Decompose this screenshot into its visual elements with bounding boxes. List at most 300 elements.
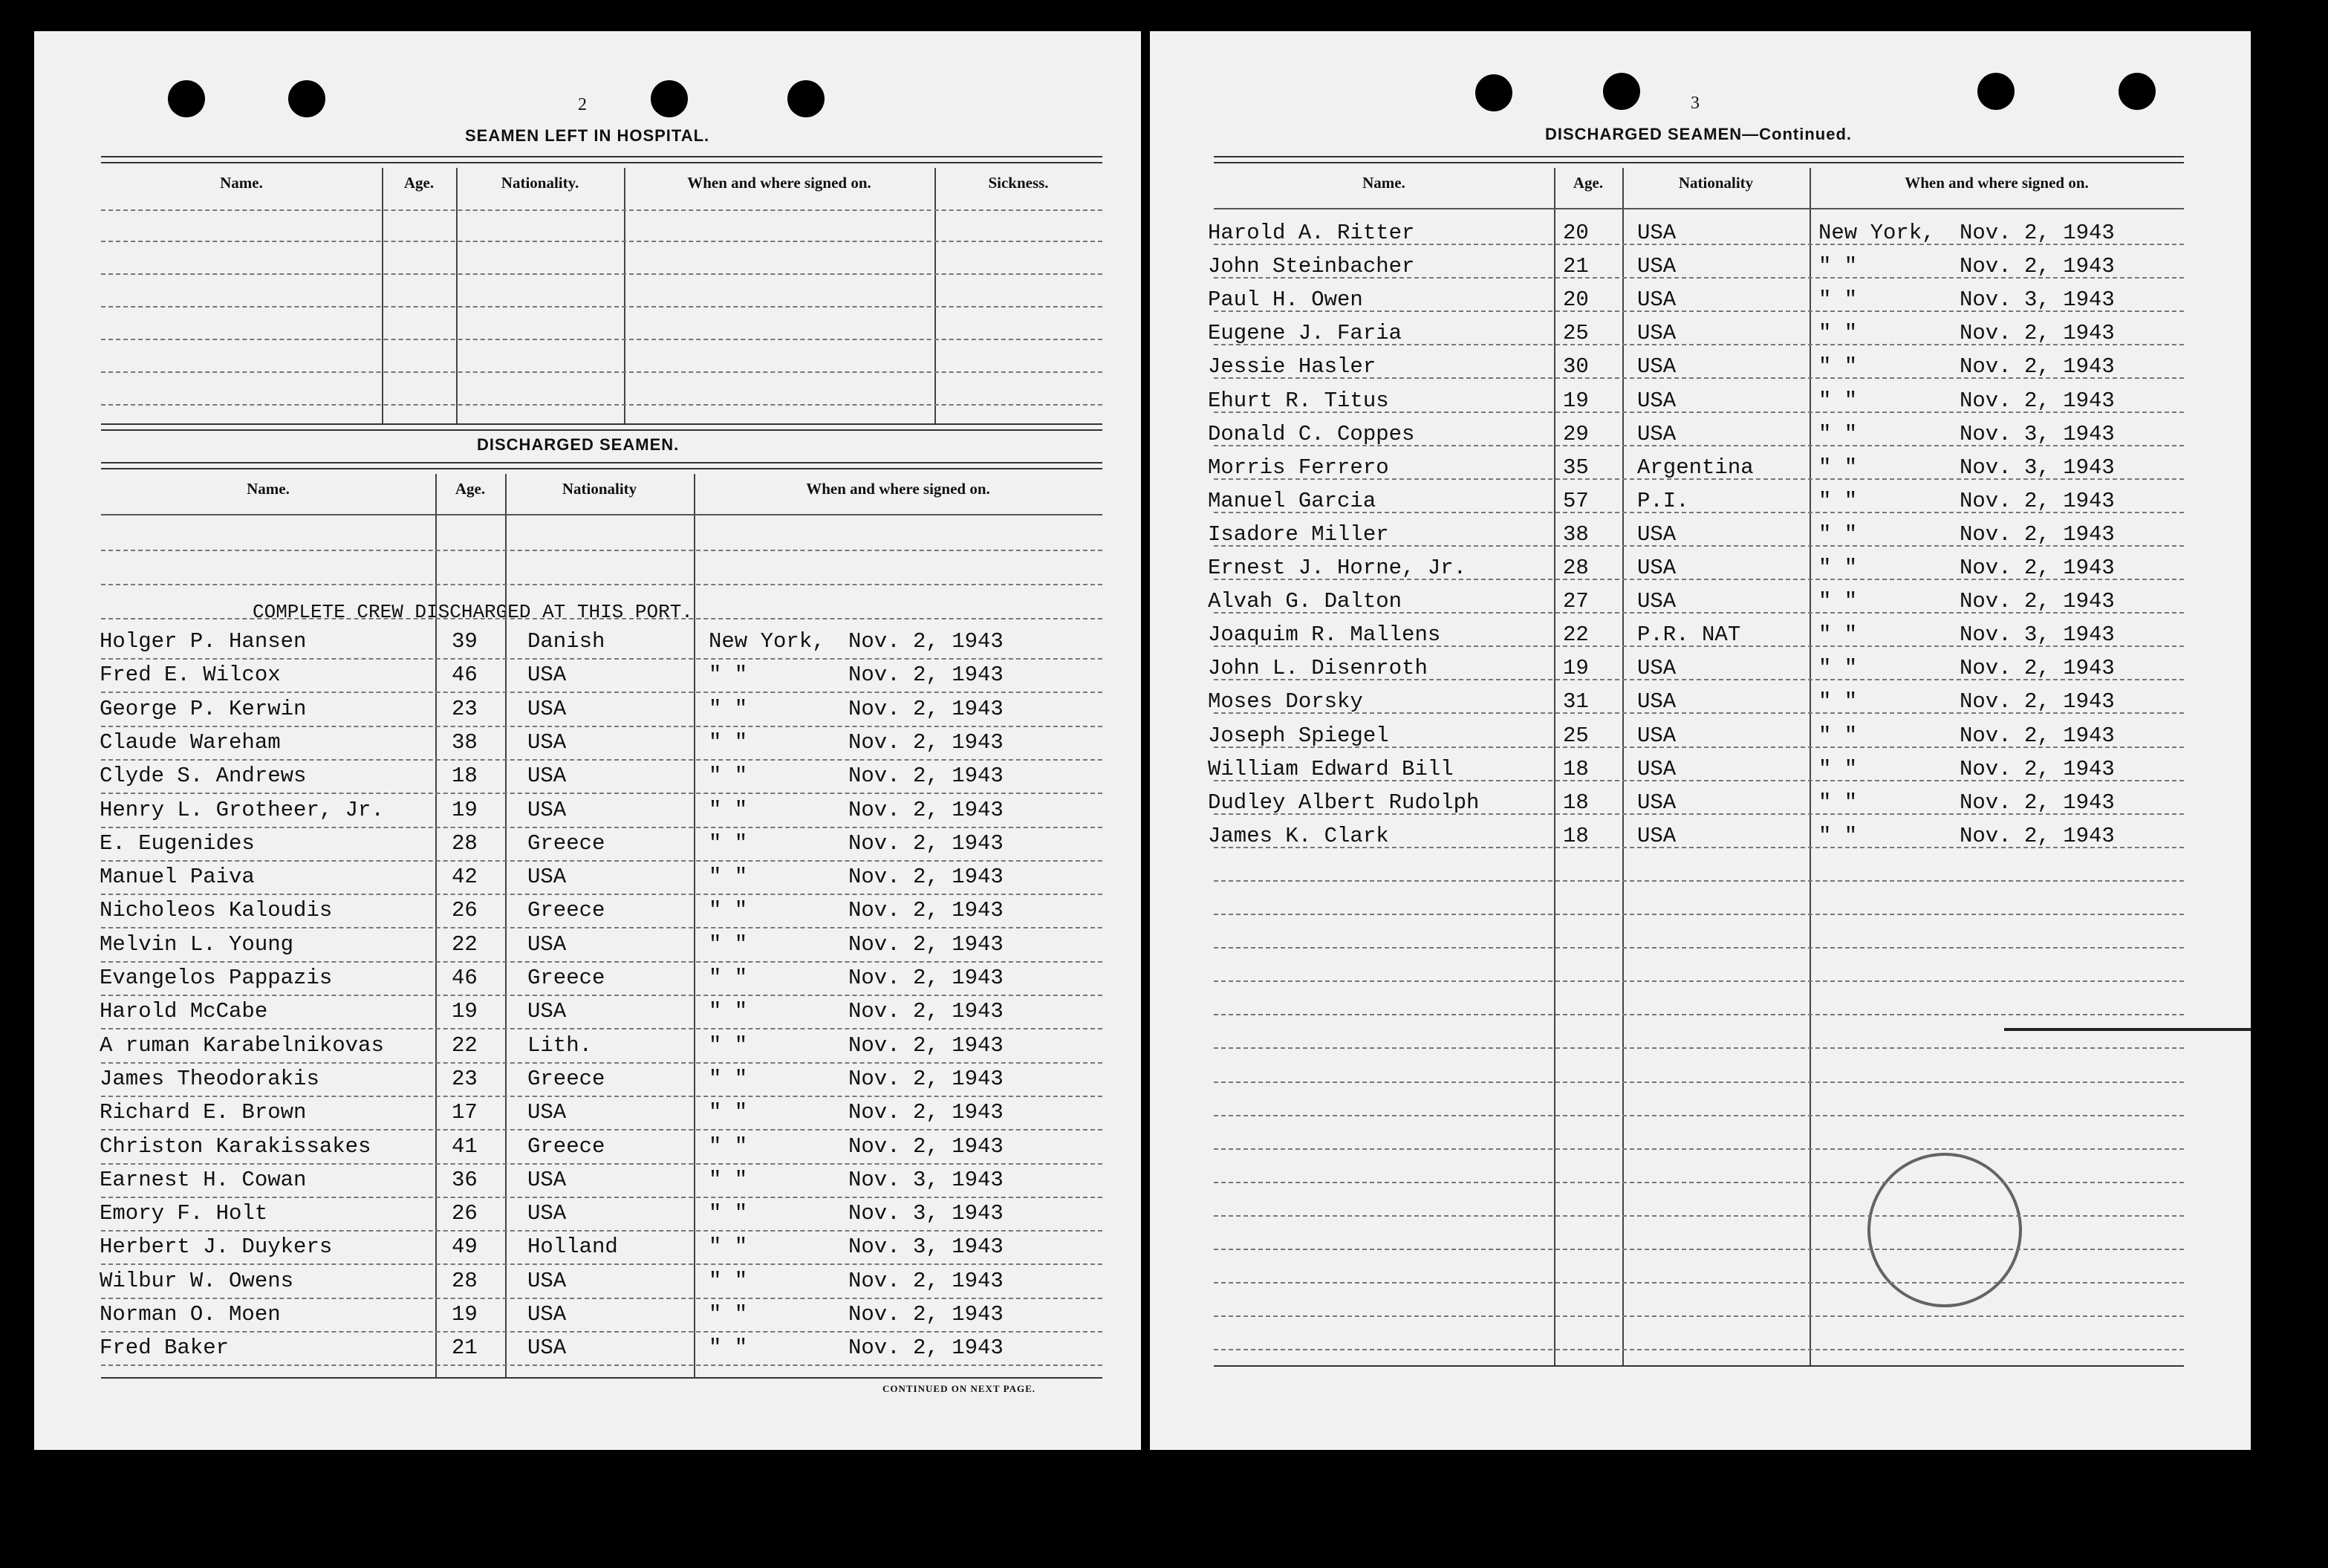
table-rule xyxy=(1214,344,2184,345)
seaman-name: Joseph Spiegel xyxy=(1208,723,1389,748)
rule xyxy=(1214,156,2184,157)
seaman-name: Ehurt R. Titus xyxy=(1208,388,1389,413)
seaman-age: 19 xyxy=(452,797,478,822)
table-rule xyxy=(101,241,1102,242)
seaman-nationality: USA xyxy=(1637,589,1677,614)
table-rule xyxy=(101,894,1102,895)
table-rule xyxy=(1214,780,2184,781)
table-rule xyxy=(101,306,1102,308)
table-rule xyxy=(1214,1249,2184,1250)
signed-on-date: Nov. 3, 1943 xyxy=(1960,421,2115,446)
seaman-age: 25 xyxy=(1563,321,1589,346)
signed-on-place: " " xyxy=(709,865,748,890)
seaman-age: 18 xyxy=(1563,823,1589,848)
seaman-age: 28 xyxy=(452,830,478,856)
signed-on-date: Nov. 2, 1943 xyxy=(1960,488,2115,513)
table-rule xyxy=(1214,1081,2184,1083)
table-rule xyxy=(101,1364,1102,1366)
column-header: When and where signed on. xyxy=(1905,174,2089,192)
table-rule xyxy=(101,1096,1102,1097)
table-rule xyxy=(1214,512,2184,513)
seaman-age: 17 xyxy=(452,1100,478,1125)
seaman-name: Clyde S. Andrews xyxy=(100,764,307,789)
seaman-name: Nicholeos Kaloudis xyxy=(100,898,333,923)
signed-on-date: Nov. 2, 1943 xyxy=(1960,521,2115,547)
seaman-name: James Theodorakis xyxy=(100,1066,319,1091)
seaman-age: 42 xyxy=(452,865,478,890)
seaman-nationality: USA xyxy=(1637,254,1677,279)
seaman-nationality: Greece xyxy=(527,1133,605,1159)
seaman-age: 49 xyxy=(452,1234,478,1260)
seaman-age: 22 xyxy=(452,1032,478,1058)
table-rule xyxy=(101,1197,1102,1198)
seaman-nationality: USA xyxy=(1637,521,1677,547)
continued-note: CONTINUED ON NEXT PAGE. xyxy=(882,1383,1035,1394)
seaman-nationality: USA xyxy=(1637,790,1677,815)
seaman-name: Fred Baker xyxy=(100,1336,230,1361)
signed-on-date: Nov. 2, 1943 xyxy=(848,1336,1004,1361)
seaman-nationality: Greece xyxy=(527,898,605,923)
table-rule xyxy=(101,209,1102,211)
signed-on-place: " " xyxy=(1818,790,1858,815)
signed-on-date: Nov. 2, 1943 xyxy=(848,830,1004,856)
signed-on-date: Nov. 2, 1943 xyxy=(1960,254,2115,279)
punch-hole xyxy=(2119,73,2156,110)
table-rule xyxy=(1214,1315,2184,1317)
column-header: Nationality. xyxy=(501,174,579,192)
column-header: Name. xyxy=(220,174,263,192)
table-rule xyxy=(1214,679,2184,680)
table-rule xyxy=(1214,545,2184,547)
signed-on-date: Nov. 2, 1943 xyxy=(1960,556,2115,580)
table-rule xyxy=(101,514,1102,515)
signed-on-place: " " xyxy=(709,663,748,688)
signed-on-place: " " xyxy=(709,764,748,789)
signed-on-place: " " xyxy=(709,729,748,755)
signed-on-place: " " xyxy=(709,1032,748,1058)
table-rule xyxy=(1214,947,2184,949)
table-rule xyxy=(1214,478,2184,480)
seaman-nationality: USA xyxy=(1637,823,1677,848)
seaman-nationality: USA xyxy=(527,764,567,789)
seaman-age: 31 xyxy=(1563,689,1589,715)
signed-on-date: Nov. 2, 1943 xyxy=(1960,221,2115,245)
seaman-nationality: Lith. xyxy=(527,1032,593,1058)
signed-on-place: " " xyxy=(709,1201,748,1226)
seaman-name: Morris Ferrero xyxy=(1208,455,1389,480)
signed-on-place: New York, xyxy=(1818,221,1935,245)
signed-on-place: " " xyxy=(709,898,748,923)
rule xyxy=(101,468,1102,469)
signed-on-date: Nov. 2, 1943 xyxy=(1960,790,2115,815)
seaman-nationality: USA xyxy=(1637,421,1677,446)
seaman-name: Evangelos Pappazis xyxy=(100,966,333,990)
seaman-name: Earnest H. Cowan xyxy=(100,1167,307,1192)
table-rule xyxy=(101,618,1102,619)
table-rule xyxy=(101,1062,1102,1064)
table-rule xyxy=(1214,208,2184,209)
column-header: Name. xyxy=(247,480,290,498)
seaman-nationality: USA xyxy=(1637,388,1677,413)
column-header: When and where signed on. xyxy=(687,174,871,192)
seaman-name: Melvin L. Young xyxy=(100,931,294,957)
signed-on-place: " " xyxy=(1818,689,1858,715)
signed-on-date: Nov. 2, 1943 xyxy=(848,898,1004,923)
seaman-name: Christon Karakissakes xyxy=(100,1133,371,1159)
seaman-name: Alvah G. Dalton xyxy=(1208,589,1402,614)
signed-on-place: " " xyxy=(709,966,748,990)
table-rule xyxy=(1214,1014,2184,1015)
signed-on-place: " " xyxy=(709,1336,748,1361)
seaman-name: Donald C. Coppes xyxy=(1208,421,1415,446)
table-rule xyxy=(101,273,1102,275)
seaman-nationality: USA xyxy=(1637,354,1677,380)
punch-hole xyxy=(168,80,205,117)
table-rule xyxy=(1214,914,2184,915)
seaman-nationality: Greece xyxy=(527,966,605,990)
seaman-name: Jessie Hasler xyxy=(1208,354,1376,380)
seaman-age: 18 xyxy=(452,764,478,789)
seaman-age: 28 xyxy=(452,1268,478,1293)
seaman-age: 35 xyxy=(1563,455,1589,480)
table-rule xyxy=(101,860,1102,862)
discharged-continued-title: DISCHARGED SEAMEN—Continued. xyxy=(1545,125,1852,143)
table-rule xyxy=(1214,1349,2184,1350)
seaman-age: 57 xyxy=(1563,488,1589,513)
signed-on-date: Nov. 2, 1943 xyxy=(848,1268,1004,1293)
table-rule xyxy=(1214,277,2184,279)
signed-on-place: " " xyxy=(709,1100,748,1125)
rule xyxy=(101,462,1102,463)
table-rule xyxy=(1214,445,2184,446)
table-rule xyxy=(1214,411,2184,413)
column-header: When and where signed on. xyxy=(806,480,990,498)
table-rule xyxy=(1214,1282,2184,1284)
hospital-section-title: SEAMEN LEFT IN HOSPITAL. xyxy=(465,126,710,145)
seaman-nationality: USA xyxy=(1637,656,1677,681)
signed-on-place: " " xyxy=(709,1133,748,1159)
column-divider xyxy=(456,168,458,423)
seaman-name: Herbert J. Duykers xyxy=(100,1234,333,1260)
seaman-nationality: Greece xyxy=(527,830,605,856)
table-rule xyxy=(101,692,1102,693)
table-rule xyxy=(101,550,1102,551)
table-rule xyxy=(101,927,1102,928)
signed-on-date: Nov. 2, 1943 xyxy=(848,729,1004,755)
signed-on-date: Nov. 2, 1943 xyxy=(848,865,1004,890)
column-divider xyxy=(624,168,625,423)
signed-on-date: Nov. 2, 1943 xyxy=(848,966,1004,990)
signed-on-date: Nov. 2, 1943 xyxy=(1960,321,2115,346)
signed-on-place: " " xyxy=(1818,388,1858,413)
table-rule xyxy=(101,1230,1102,1232)
punch-hole xyxy=(1977,73,2015,110)
column-header: Nationality xyxy=(562,480,637,498)
seaman-age: 38 xyxy=(1563,521,1589,547)
signed-on-date: Nov. 3, 1943 xyxy=(848,1167,1004,1192)
seaman-age: 23 xyxy=(452,696,478,721)
seaman-age: 28 xyxy=(1563,556,1589,580)
signed-on-place: " " xyxy=(1818,354,1858,380)
signed-on-place: " " xyxy=(709,830,748,856)
column-divider xyxy=(382,168,383,423)
table-rule xyxy=(1214,1182,2184,1183)
seaman-nationality: Argentina xyxy=(1637,455,1754,480)
seaman-name: Holger P. Hansen xyxy=(100,629,307,654)
punch-hole xyxy=(1603,73,1640,110)
seaman-nationality: USA xyxy=(527,1336,567,1361)
seaman-nationality: USA xyxy=(1637,321,1677,346)
seaman-nationality: USA xyxy=(527,1201,567,1226)
seaman-age: 41 xyxy=(452,1133,478,1159)
seaman-age: 23 xyxy=(452,1066,478,1091)
rule xyxy=(101,162,1102,163)
seaman-nationality: USA xyxy=(1637,287,1677,313)
table-rule xyxy=(101,1298,1102,1299)
rule xyxy=(1214,162,2184,163)
signed-on-place: " " xyxy=(709,1234,748,1260)
table-rule xyxy=(1214,612,2184,614)
seaman-age: 46 xyxy=(452,966,478,990)
seaman-age: 26 xyxy=(452,898,478,923)
seaman-name: Moses Dorsky xyxy=(1208,689,1363,715)
signed-on-date: Nov. 2, 1943 xyxy=(848,1100,1004,1125)
table-rule xyxy=(1214,579,2184,580)
seaman-nationality: USA xyxy=(527,663,567,688)
seaman-name: Emory F. Holt xyxy=(100,1201,268,1226)
seaman-age: 21 xyxy=(452,1336,478,1361)
column-divider xyxy=(1810,168,1811,1365)
signed-on-date: Nov. 2, 1943 xyxy=(848,1066,1004,1091)
column-header: Sickness. xyxy=(988,174,1049,192)
seaman-name: Joaquim R. Mallens xyxy=(1208,622,1441,648)
table-rule xyxy=(101,961,1102,963)
seaman-name: George P. Kerwin xyxy=(100,696,307,721)
table-rule xyxy=(101,995,1102,996)
table-rule xyxy=(1214,980,2184,982)
rule xyxy=(101,429,1102,431)
signed-on-date: Nov. 2, 1943 xyxy=(1960,756,2115,781)
signed-on-date: Nov. 2, 1943 xyxy=(848,931,1004,957)
column-header: Nationality xyxy=(1678,174,1754,192)
seaman-nationality: USA xyxy=(527,696,567,721)
seaman-nationality: USA xyxy=(527,1268,567,1293)
table-rule xyxy=(101,404,1102,406)
seaman-age: 46 xyxy=(452,663,478,688)
signed-on-place: " " xyxy=(709,931,748,957)
signed-on-place: " " xyxy=(709,1268,748,1293)
seaman-nationality: USA xyxy=(1637,556,1677,580)
seaman-nationality: USA xyxy=(1637,756,1677,781)
signed-on-place: " " xyxy=(1818,488,1858,513)
table-rule xyxy=(101,759,1102,761)
signed-on-date: Nov. 2, 1943 xyxy=(848,999,1004,1024)
table-rule xyxy=(101,793,1102,794)
seaman-age: 18 xyxy=(1563,790,1589,815)
signed-on-place: " " xyxy=(709,1066,748,1091)
seaman-name: Harold A. Ritter xyxy=(1208,221,1415,245)
signed-on-place: " " xyxy=(1818,321,1858,346)
seaman-age: 22 xyxy=(452,931,478,957)
seaman-name: James K. Clark xyxy=(1208,823,1389,848)
column-divider xyxy=(1622,168,1624,1365)
signed-on-place: " " xyxy=(1818,556,1858,580)
seaman-name: Manuel Garcia xyxy=(1208,488,1376,513)
column-divider xyxy=(505,474,507,1377)
seaman-age: 27 xyxy=(1563,589,1589,614)
seaman-name: E. Eugenides xyxy=(100,830,255,856)
signed-on-place: New York, xyxy=(709,629,825,654)
seaman-age: 19 xyxy=(452,999,478,1024)
signed-on-date: Nov. 3, 1943 xyxy=(1960,455,2115,480)
column-header: Age. xyxy=(455,480,486,498)
signed-on-date: Nov. 2, 1943 xyxy=(1960,823,2115,848)
seaman-nationality: P.R. NAT xyxy=(1637,622,1741,648)
seaman-name: John L. Disenroth xyxy=(1208,656,1428,681)
punch-hole xyxy=(288,80,325,117)
rule xyxy=(101,1377,1102,1379)
seaman-name: Manuel Paiva xyxy=(100,865,255,890)
table-rule xyxy=(101,1028,1102,1029)
signed-on-date: Nov. 2, 1943 xyxy=(1960,354,2115,380)
signed-on-date: Nov. 3, 1943 xyxy=(1960,622,2115,648)
rule xyxy=(1214,1365,2184,1367)
table-rule xyxy=(101,1163,1102,1165)
signed-on-date: Nov. 2, 1943 xyxy=(1960,388,2115,413)
signed-on-place: " " xyxy=(1818,656,1858,681)
seaman-nationality: USA xyxy=(527,797,567,822)
column-header: Age. xyxy=(1573,174,1604,192)
table-rule xyxy=(1214,645,2184,647)
discharged-section-title: DISCHARGED SEAMEN. xyxy=(477,435,680,454)
signed-on-date: Nov. 2, 1943 xyxy=(848,629,1004,654)
signed-on-date: Nov. 2, 1943 xyxy=(1960,723,2115,748)
signed-on-place: " " xyxy=(1818,823,1858,848)
seaman-nationality: USA xyxy=(527,729,567,755)
seaman-nationality: Holland xyxy=(527,1234,618,1260)
table-rule xyxy=(1214,1047,2184,1049)
seaman-nationality: USA xyxy=(527,1302,567,1327)
table-rule xyxy=(101,584,1102,585)
table-rule xyxy=(101,726,1102,727)
column-divider xyxy=(1554,168,1555,1365)
column-divider xyxy=(435,474,437,1377)
seaman-name: Harold McCabe xyxy=(100,999,268,1024)
signed-on-place: " " xyxy=(1818,723,1858,748)
seaman-age: 20 xyxy=(1563,287,1589,313)
left-page xyxy=(34,31,1141,1450)
table-rule xyxy=(1214,1148,2184,1150)
rule xyxy=(101,156,1102,157)
signed-on-date: Nov. 2, 1943 xyxy=(848,1302,1004,1327)
seaman-nationality: Danish xyxy=(527,629,605,654)
signed-on-date: Nov. 2, 1943 xyxy=(848,663,1004,688)
signed-on-place: " " xyxy=(1818,756,1858,781)
signed-on-place: " " xyxy=(1818,455,1858,480)
table-rule xyxy=(101,1129,1102,1131)
seaman-name: Claude Wareham xyxy=(100,729,281,755)
table-rule xyxy=(1214,880,2184,882)
signed-on-date: Nov. 2, 1943 xyxy=(848,696,1004,721)
seaman-age: 20 xyxy=(1563,221,1589,245)
column-divider xyxy=(694,474,695,1377)
pen-stroke xyxy=(2004,1028,2251,1031)
table-rule xyxy=(1214,310,2184,312)
signed-on-date: Nov. 3, 1943 xyxy=(848,1234,1004,1260)
table-rule xyxy=(1214,244,2184,245)
column-header: Name. xyxy=(1362,174,1405,192)
seaman-nationality: USA xyxy=(1637,689,1677,715)
signed-on-place: " " xyxy=(1818,521,1858,547)
seaman-name: Paul H. Owen xyxy=(1208,287,1363,313)
column-header: Age. xyxy=(403,174,435,192)
right-page xyxy=(1150,31,2251,1450)
seaman-name: Eugene J. Faria xyxy=(1208,321,1402,346)
table-rule xyxy=(1214,746,2184,748)
seaman-name: Isadore Miller xyxy=(1208,521,1389,547)
seaman-age: 19 xyxy=(452,1302,478,1327)
seaman-age: 38 xyxy=(452,729,478,755)
table-rule xyxy=(101,1263,1102,1265)
punch-hole xyxy=(1475,74,1512,111)
rule xyxy=(101,423,1102,425)
signed-on-date: Nov. 2, 1943 xyxy=(1960,589,2115,614)
table-rule xyxy=(1214,847,2184,848)
seaman-age: 36 xyxy=(452,1167,478,1192)
signed-on-place: " " xyxy=(1818,287,1858,313)
crew-discharged-note: COMPLETE CREW DISCHARGED AT THIS PORT. xyxy=(253,601,693,623)
seaman-nationality: USA xyxy=(1637,723,1677,748)
signed-on-place: " " xyxy=(1818,421,1858,446)
signed-on-date: Nov. 3, 1943 xyxy=(848,1201,1004,1226)
table-rule xyxy=(1214,813,2184,815)
table-rule xyxy=(101,371,1102,373)
seaman-age: 18 xyxy=(1563,756,1589,781)
seaman-nationality: USA xyxy=(527,931,567,957)
seaman-age: 29 xyxy=(1563,421,1589,446)
signed-on-place: " " xyxy=(709,696,748,721)
seaman-nationality: USA xyxy=(527,999,567,1024)
signed-on-place: " " xyxy=(709,1167,748,1192)
seaman-age: 25 xyxy=(1563,723,1589,748)
signed-on-place: " " xyxy=(709,1302,748,1327)
column-divider xyxy=(934,168,936,423)
signed-on-date: Nov. 2, 1943 xyxy=(848,1133,1004,1159)
seaman-age: 30 xyxy=(1563,354,1589,380)
seaman-nationality: P.I. xyxy=(1637,488,1689,513)
signed-on-date: Nov. 2, 1943 xyxy=(1960,689,2115,715)
signed-on-date: Nov. 2, 1943 xyxy=(848,764,1004,789)
punch-hole xyxy=(787,80,825,117)
seaman-name: Wilbur W. Owens xyxy=(100,1268,294,1293)
seaman-name: Henry L. Grotheer, Jr. xyxy=(100,797,384,822)
seaman-name: Dudley Albert Rudolph xyxy=(1208,790,1480,815)
seaman-nationality: USA xyxy=(1637,221,1677,245)
seaman-name: A ruman Karabelnikovas xyxy=(100,1032,384,1058)
signed-on-place: " " xyxy=(709,999,748,1024)
punch-hole xyxy=(651,80,688,117)
table-rule xyxy=(101,339,1102,340)
signed-on-place: " " xyxy=(709,797,748,822)
table-rule xyxy=(1214,1115,2184,1116)
table-rule xyxy=(1214,377,2184,379)
signed-on-date: Nov. 2, 1943 xyxy=(848,797,1004,822)
table-rule xyxy=(1214,712,2184,714)
signed-on-place: " " xyxy=(1818,589,1858,614)
seaman-age: 26 xyxy=(452,1201,478,1226)
signed-on-date: Nov. 2, 1943 xyxy=(1960,656,2115,681)
seaman-name: Richard E. Brown xyxy=(100,1100,307,1125)
